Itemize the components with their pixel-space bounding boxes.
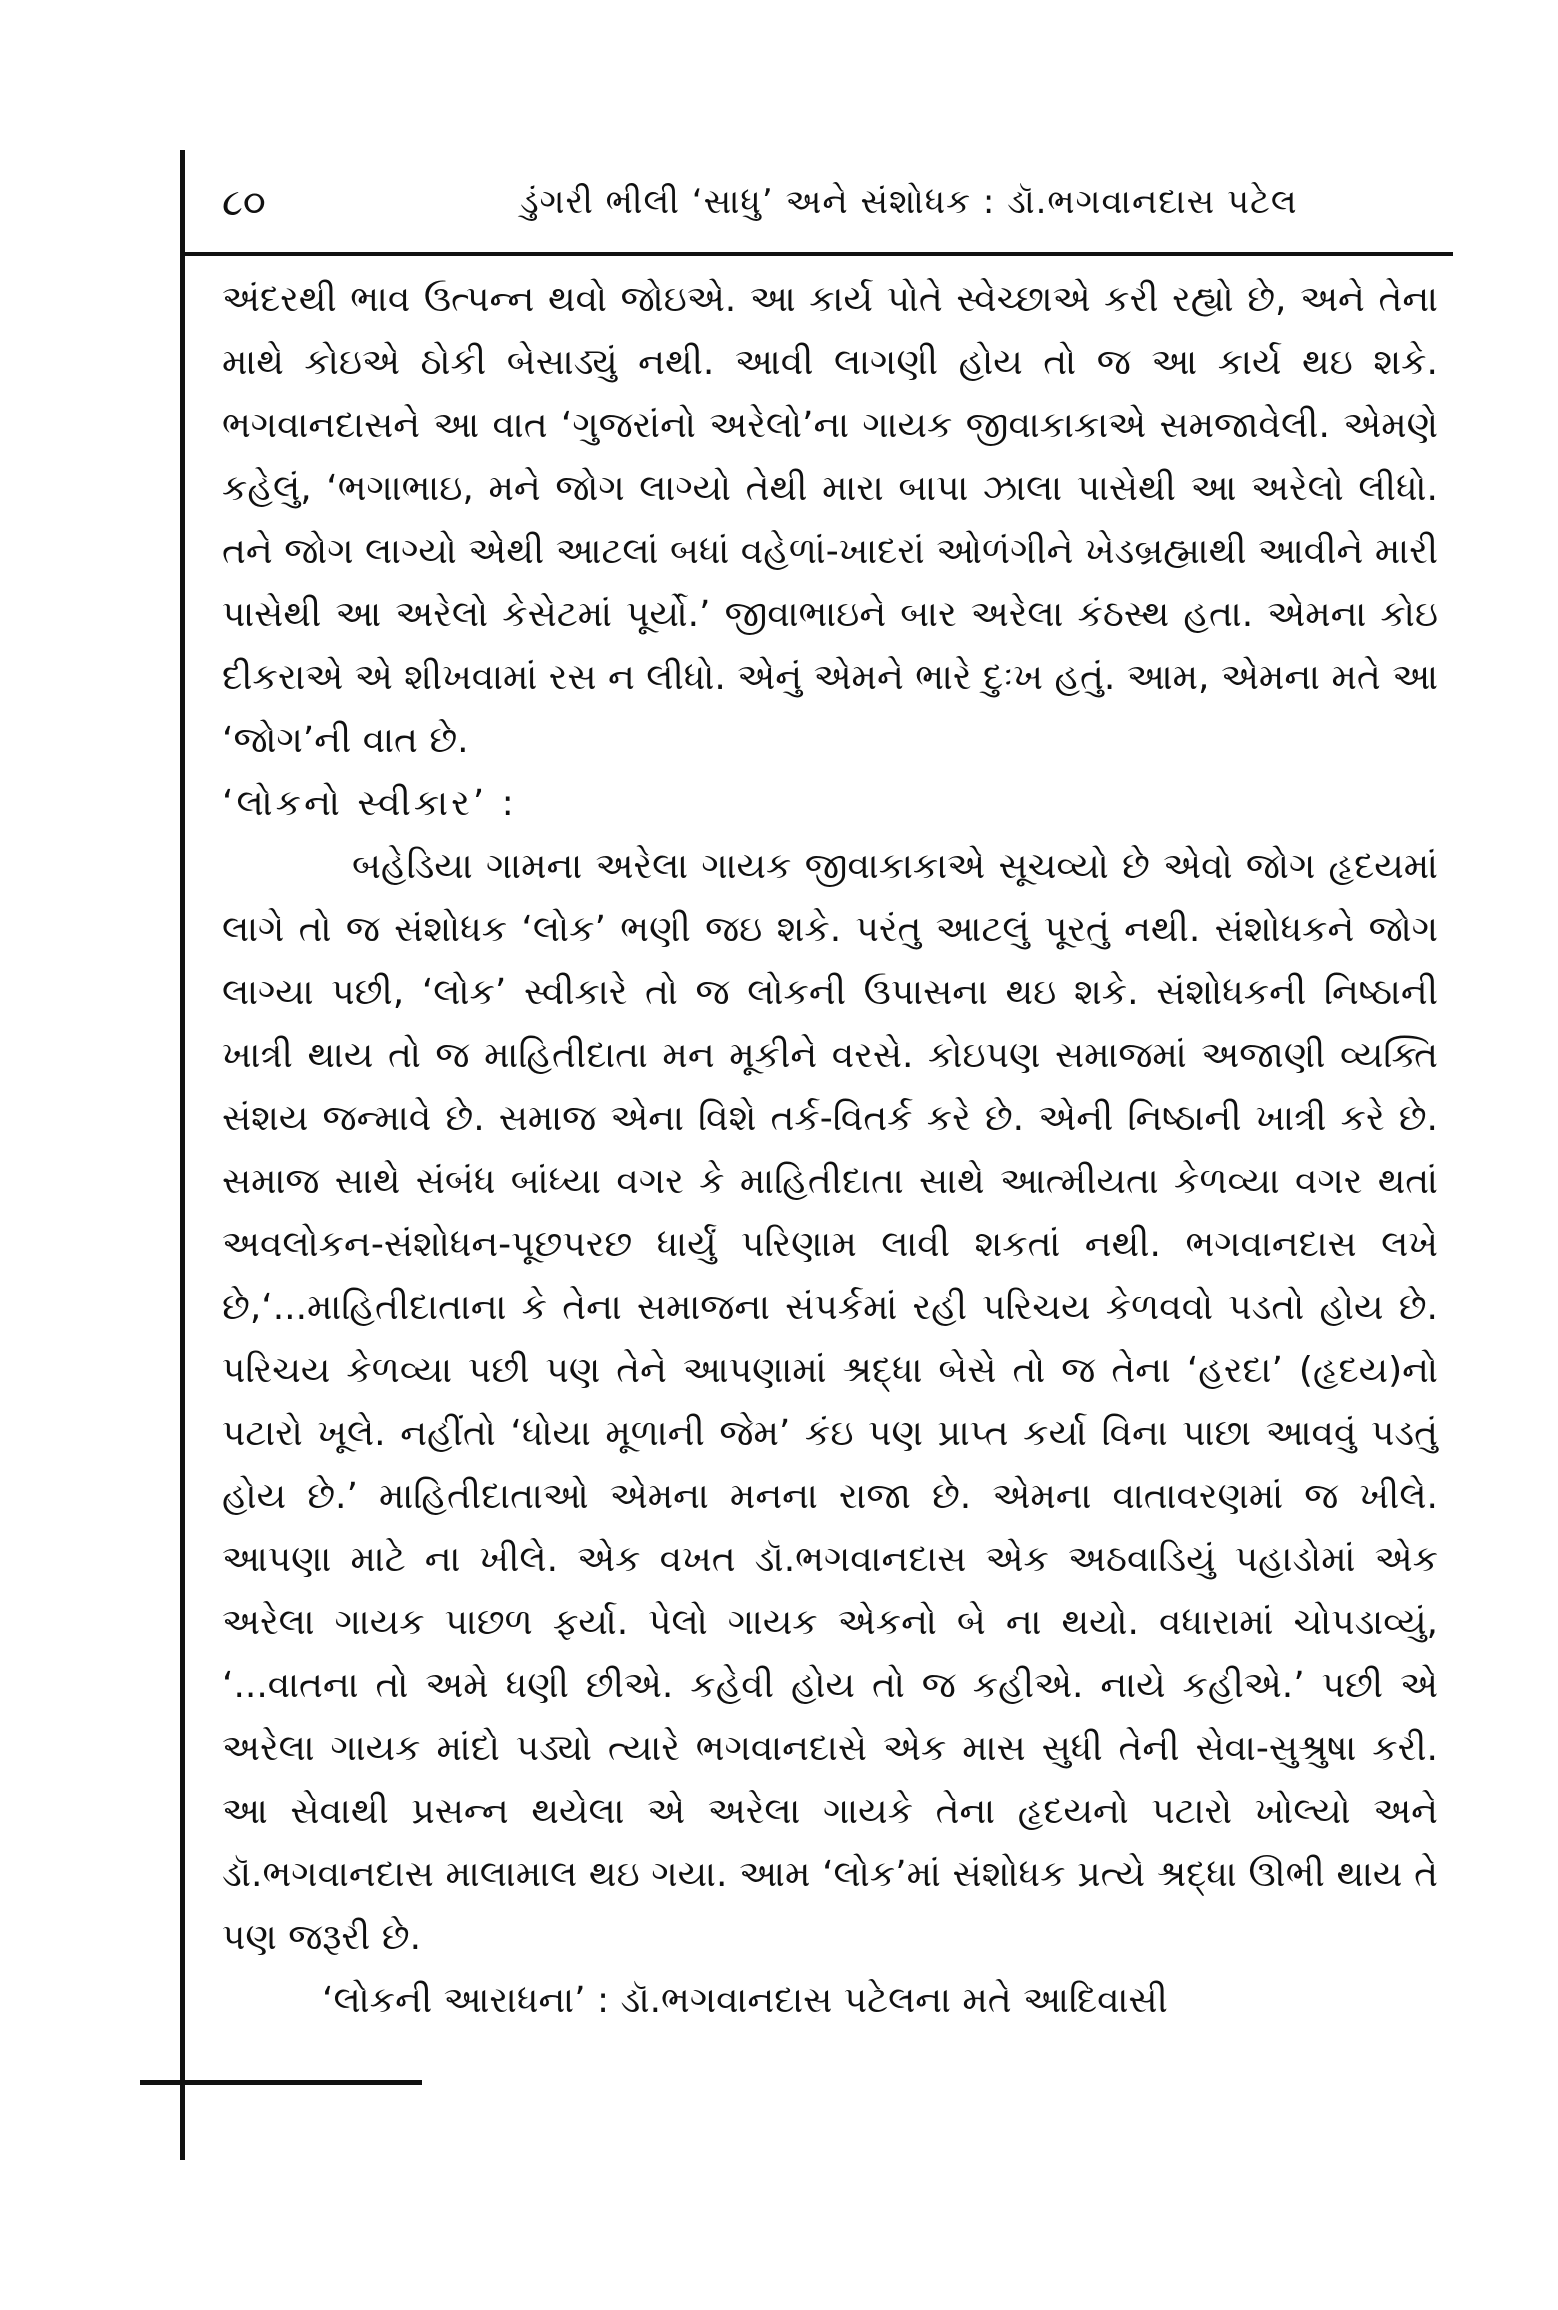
page-body [222,268,1438,2032]
page-number: ૮૦ [222,180,266,224]
footer-rule [140,2080,422,2085]
running-header: ડુંગરી ભીલી ‘સાધુ’ અને સંશોધક : ડૉ.ભગવાનદાસ પટેલ [520,182,1298,222]
section-heading: ‘લોકનો સ્વીકાર’ : [222,783,517,824]
paragraph: બહેડિયા ગામના અરેલા ગાયક જીવાકાકાએ સૂચવ્યો છે એવો જોગ હૃદયમાં લાગે તો જ સંશોધક ‘લોક’ ભણી જઇ શકે. પરંતુ આટલું પૂરતું નથી. સંશોધકને જોગ લાગ્યા પછી, ‘લોક’ સ્વીકારે તો જ લોકની ઉપાસના થઇ શકે. સંશોધકની નિષ્ઠાની ખાત્રી થાય તો જ માહિતીદાતા મન મૂકીને વરસે. કોઇપણ સમાજમાં અજાણી વ્યક્તિ સંશય જન્માવે છે. સમાજ એના વિશે તર્ક-વિતર્ક કરે છે. એની નિષ્ઠાની ખાત્રી કરે છે. સમાજ સાથે સંબંધ બાંધ્યા વગર કે માહિતીદાતા સાથે આત્મીયતા કેળવ્યા વગર થતાં અવલોકન-સંશોધન-પૂછપરછ ધાર્યું પરિણામ લાવી શકતાં નથી. ભગવાનદાસ લખે છે,‘...માહિતીદાતાના કે તેના સમાજના સંપર્કમાં રહી પરિચય કેળવવો પડતો હોય છે. પરિચય કેળવ્યા પછી પણ તેને આપણામાં શ્રદ્ધા બેસે તો જ તેના ‘હરદા’ (હૃદય)નો પટારો ખૂલે. નહીંતો ‘ધોયા મૂળાની જેમ’ કંઇ પણ પ્રાપ્ત કર્યા વિના પાછા આવવું પડતું હોય છે.’ માહિતીદાતાઓ એમના મનના રાજા છે. એમના વાતાવરણમાં જ ખીલે. આપણા માટે ના ખીલે. એક વખત ડૉ.ભગવાનદાસ એક અઠવાડિયું પહાડોમાં એક અરેલા ગાયક પાછળ ફર્યા. પેલો ગાયક એકનો બે ના થયો. વધારામાં ચોપડાવ્યું, ‘...વાતના તો અમે ધણી છીએ. કહેવી હોય તો જ કહીએ. નાયે કહીએ.’ પછી એ અરેલા ગાયક માંદો પડ્યો ત્યારે ભગવાનદાસે એક માસ સુધી તેની સેવા-સુશ્રુષા કરી. આ સેવાથી પ્રસન્ન થયેલા એ અરેલા ગાયકે તેના હૃદયનો પટારો ખોલ્યો અને ડૉ.ભગવાનદાસ માલામાલ થઇ ગયા. આમ ‘લોક’માં સંશોધક પ્રત્યે શ્રદ્ધા ઊભી થાય તે પણ જરૂરી છે. [222,846,1438,1958]
paragraph: ‘લોકની આરાધના’ : ડૉ.ભગવાનદાસ પટેલના મતે આદિવાસી [322,1980,1168,2021]
paragraph: અંદરથી ભાવ ઉત્પન્ન થવો જોઇએ. આ કાર્ય પોતે સ્વેચ્છાએ કરી રહ્યો છે, અને તેના માથે કોઇએ ઠોકી બેસાડ્યું નથી. આવી લાગણી હોય તો જ આ કાર્ય થઇ શકે. ભગવાનદાસને આ વાત ‘ગુજરાંનો અરેલો’ના ગાયક જીવાકાકાએ સમજાવેલી. એમણે કહેલું, ‘ભગાભાઇ, મને જોગ લાગ્યો તેથી મારા બાપા ઝાલા પાસેથી આ અરેલો લીધો. તને જોગ લાગ્યો એથી આટલાં બધાં વહેળાં-ખાદરાં ઓળંગીને ખેડબ્રહ્માથી આવીને મારી પાસેથી આ અરેલો કેસેટમાં પૂર્યો.’ જીવાભાઇને બાર અરેલા કંઠસ્થ હતા. એમના કોઇ દીકરાએ એ શીખવામાં રસ ન લીધો. એનું એમને ભારે દુઃખ હતું. આમ, એમના મતે આ ‘જોગ’ની વાત છે. [222,279,1438,761]
margin-vertical-rule [180,150,185,2160]
header-rule [183,252,1453,256]
